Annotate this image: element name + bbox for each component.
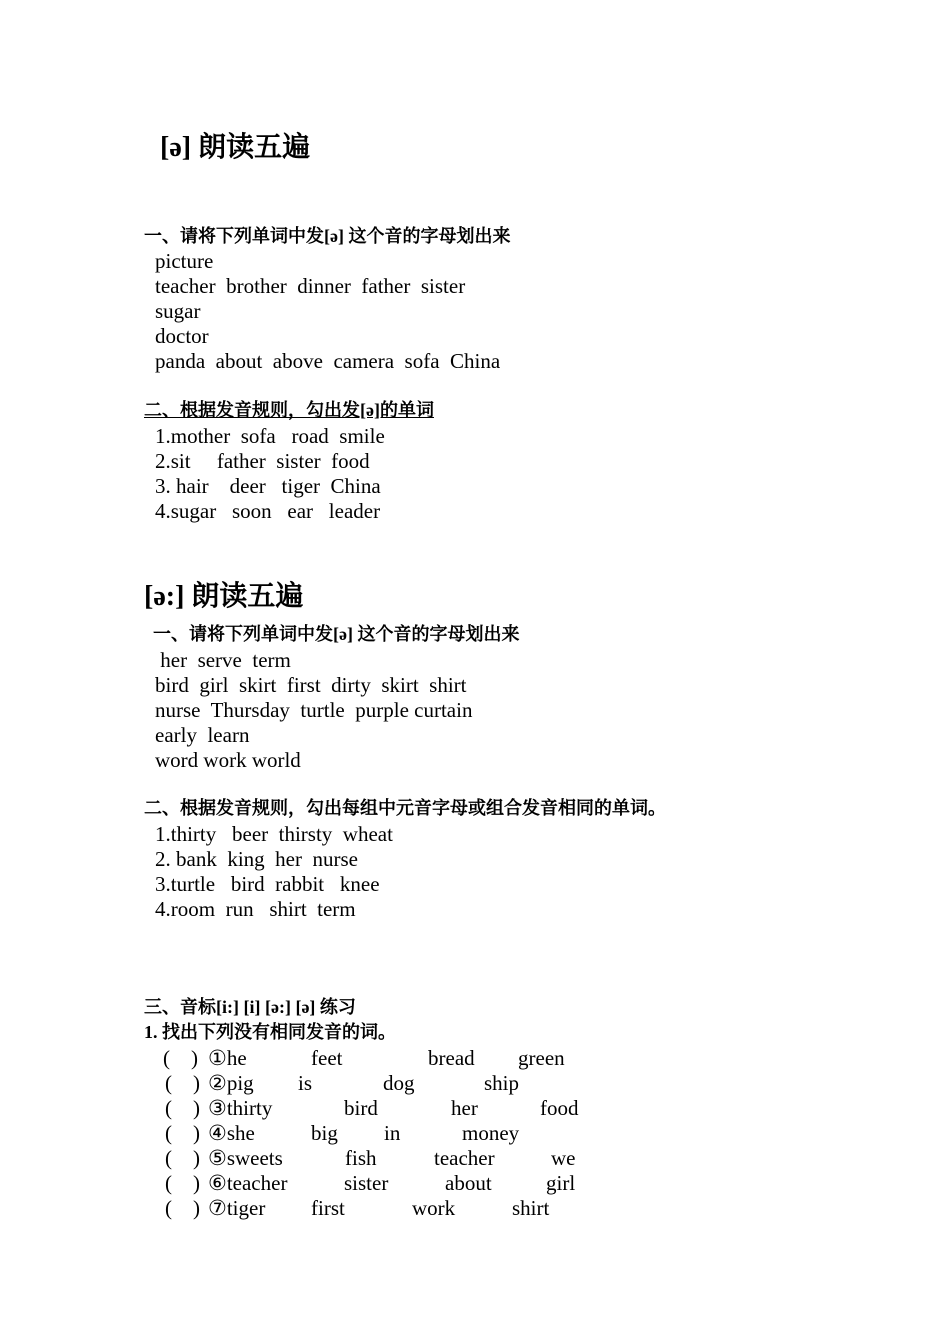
word-line: word work world: [155, 748, 301, 772]
row-word-4: green: [518, 1046, 565, 1070]
answer-blank[interactable]: ( ): [165, 1096, 200, 1120]
row-word-1: ③thirty: [208, 1096, 273, 1120]
row-word-2: is: [298, 1071, 313, 1095]
row-word-3: bread: [428, 1046, 475, 1070]
answer-blank[interactable]: ( ): [165, 1171, 200, 1195]
section1-title: [ə] 朗读五遍: [160, 132, 311, 163]
row-word-4: girl: [546, 1171, 576, 1195]
word-line: teacher brother dinner father sister: [155, 274, 466, 298]
row-word-2: big: [311, 1121, 338, 1145]
word-line: picture: [155, 249, 214, 273]
word-line: 3. hair deer tiger China: [155, 474, 381, 498]
row-word-4: food: [540, 1096, 579, 1120]
row-word-1: ⑤sweets: [208, 1146, 283, 1170]
word-line: 1.thirty beer thirsty wheat: [155, 822, 393, 846]
word-line: 2.sit father sister food: [155, 449, 370, 473]
section2-part2-instruction: 二、根据发音规则，勾出每组中元音字母或组合发音相同的单词。: [144, 798, 666, 818]
answer-blank[interactable]: ( ): [163, 1046, 198, 1070]
word-line: early learn: [155, 723, 250, 747]
section3-heading: 三、音标[i:] [i] [ə:] [ə] 练习: [144, 997, 356, 1017]
row-word-2: fish: [345, 1146, 377, 1170]
row-word-4: shirt: [512, 1196, 550, 1220]
word-line: 4.room run shirt term: [155, 897, 356, 921]
row-word-1: ⑦tiger: [208, 1196, 266, 1220]
word-line: bird girl skirt first dirty skirt shirt: [155, 673, 467, 697]
word-line: 3.turtle bird rabbit knee: [155, 872, 380, 896]
word-line: nurse Thursday turtle purple curtain: [155, 698, 473, 722]
section2-title: [ə:] 朗读五遍: [144, 581, 304, 612]
answer-blank[interactable]: ( ): [165, 1121, 200, 1145]
section1-part1-instruction: 一、请将下列单词中发[ə] 这个音的字母划出来: [144, 226, 511, 246]
row-word-3: about: [445, 1171, 492, 1195]
word-line: doctor: [155, 324, 209, 348]
answer-blank[interactable]: ( ): [165, 1146, 200, 1170]
row-word-3: work: [412, 1196, 456, 1220]
row-word-3: dog: [383, 1071, 415, 1095]
section1-part2-instruction: 二、根据发音规则，勾出发[ə]的单词: [144, 400, 434, 420]
row-word-2: first: [311, 1196, 345, 1220]
word-line: sugar: [155, 299, 201, 323]
row-word-3: her: [451, 1096, 478, 1120]
row-word-4: money: [462, 1121, 520, 1145]
row-word-2: feet: [311, 1046, 343, 1070]
section3-subheading: 1. 找出下列没有相同发音的词。: [144, 1022, 396, 1042]
row-word-3: in: [384, 1121, 401, 1145]
word-line: 4.sugar soon ear leader: [155, 499, 381, 523]
row-word-3: teacher: [434, 1146, 495, 1170]
row-word-1: ④she: [208, 1121, 255, 1145]
row-word-2: bird: [344, 1096, 378, 1120]
row-word-1: ⑥teacher: [208, 1171, 288, 1195]
row-word-1: ①he: [208, 1046, 247, 1070]
answer-blank[interactable]: ( ): [165, 1071, 200, 1095]
word-line: 2. bank king her nurse: [155, 847, 358, 871]
section2-part1-instruction: 一、请将下列单词中发[ə] 这个音的字母划出来: [153, 624, 520, 644]
word-line: her serve term: [155, 648, 291, 672]
answer-blank[interactable]: ( ): [165, 1196, 200, 1220]
word-line: 1.mother sofa road smile: [155, 424, 385, 448]
row-word-2: sister: [344, 1171, 389, 1195]
row-word-1: ②pig: [208, 1071, 254, 1095]
row-word-4: we: [551, 1146, 576, 1170]
row-word-4: ship: [484, 1071, 520, 1095]
word-line: panda about above camera sofa China: [155, 349, 501, 373]
